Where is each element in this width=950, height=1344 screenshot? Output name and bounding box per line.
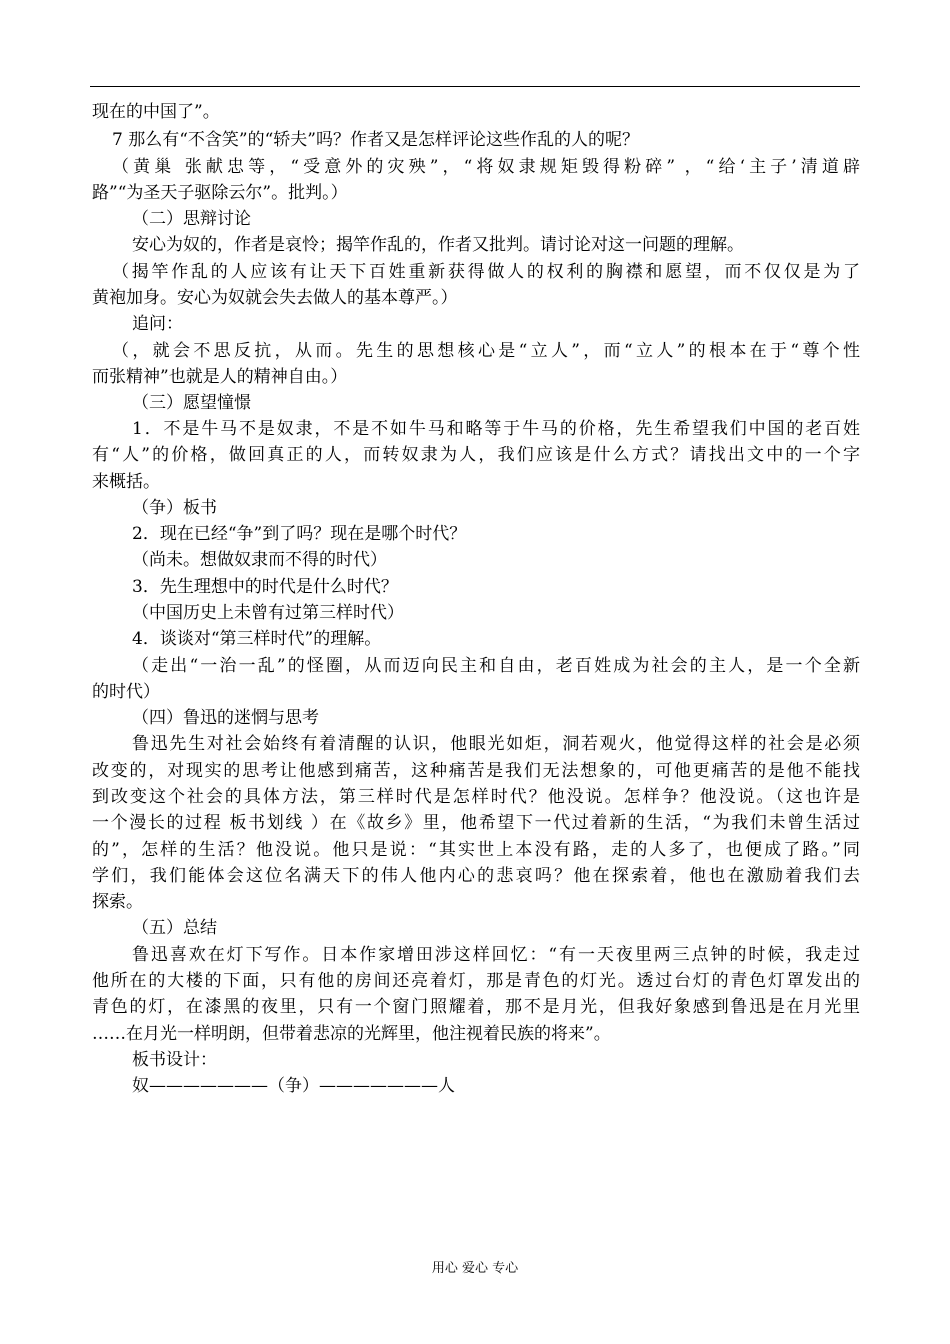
text-line: 学们，我们能体会这位名满天下的伟人他内心的悲哀吗？他在探索着，他也在激励着我们去	[92, 866, 860, 886]
text-line: 安心为奴的，作者是哀怜；揭竿作乱的，作者又批判。请讨论对这一问题的理解。	[132, 235, 744, 255]
board-design-line: 奴———————（争）———————人	[132, 1076, 455, 1096]
text-line: 1．不是牛马不是奴隶，不是不如牛马和略等于牛马的价格，先生希望我们中国的老百姓	[132, 419, 860, 439]
text-line: 到改变这个社会的具体方法，第三样时代是怎样时代？他没说。怎样争？他没说。（这也许是	[92, 787, 860, 807]
text-line: （争）板书	[132, 498, 217, 518]
text-line: 4．谈谈对“第三样时代”的理解。	[132, 629, 382, 649]
text-line: ……在月光一样明朗，但带着悲凉的光辉里，他注视着民族的将来”。	[92, 1024, 611, 1044]
text-line: 的”，怎样的生活？他没说。他只是说：“其实世上本没有路，走的人多了，也便成了路。”同	[92, 840, 860, 860]
text-line: 7 那么有“不含笑”的“轿夫”吗？作者又是怎样评论这些作乱的人的呢？	[112, 130, 639, 150]
page-footer: 用心 爱心 专心	[431, 1261, 519, 1276]
text-line: （中国历史上未曾有过第三样时代）	[132, 603, 404, 623]
header-rule	[90, 86, 860, 87]
text-line: （走出“一治一乱”的怪圈，从而迈向民主和自由，老百姓成为社会的主人，是一个全新	[132, 656, 860, 676]
text-line: 板书设计：	[132, 1050, 217, 1070]
text-line: （，就会不思反抗，从而。先生的思想核心是“立人”，而“立人”的根本在于“尊个性	[112, 341, 860, 361]
text-line: 路”“为圣天子驱除云尔”。批判。）	[92, 183, 348, 203]
text-line: 追问：	[132, 314, 183, 334]
text-line: 改变的，对现实的思考让他感到痛苦，这种痛苦是我们无法想象的，可他更痛苦的是他不能找	[92, 761, 860, 781]
text-line: 鲁迅喜欢在灯下写作。日本作家增田涉这样回忆：“有一天夜里两三点钟的时候，我走过	[132, 945, 860, 965]
text-line: （尚未。想做奴隶而不得的时代）	[132, 550, 387, 570]
text-line: 现在的中国了”。	[92, 102, 220, 122]
text-line: 有“人”的价格，做回真正的人，而转奴隶为人，我们应该是什么方式？请找出文中的一个字	[92, 445, 860, 465]
text-line: 探索。	[92, 892, 143, 912]
text-line: 黄袍加身。安心为奴就会失去做人的基本尊严。）	[92, 288, 458, 308]
text-line: 而张精神”也就是人的精神自由。）	[92, 367, 348, 387]
text-line: 3．先生理想中的时代是什么时代？	[132, 577, 398, 597]
section-heading: （三）愿望憧憬	[132, 393, 251, 413]
section-heading: （五）总结	[132, 918, 217, 938]
text-line: 一个漫长的过程 板书划线 ）在《故乡》里，他希望下一代过着新的生活，“为我们未曾生活过	[92, 813, 860, 833]
text-line: 鲁迅先生对社会始终有着清醒的认识，他眼光如炬，洞若观火，他觉得这样的社会是必须	[132, 734, 860, 754]
text-line: （揭竿作乱的人应该有让天下百姓重新获得做人的权利的胸襟和愿望，而不仅仅是为了	[112, 262, 860, 282]
text-line: 他所在的大楼的下面，只有他的房间还亮着灯，那是青色的灯光。透过台灯的青色灯罩发出的	[92, 971, 860, 991]
text-line: （黄巢 张献忠等，“受意外的灾殃”，“将奴隶规矩毁得粉碎” ，“给‘主子’清道辟	[112, 157, 860, 177]
text-line: 的时代）	[92, 682, 160, 702]
text-line: 青色的灯，在漆黑的夜里，只有一个窗门照耀着，那不是月光，但我好象感到鲁迅是在月光里	[92, 997, 860, 1017]
section-heading: （二）思辩讨论	[132, 209, 251, 229]
text-line: 2．现在已经“争”到了吗？现在是哪个时代？	[132, 524, 467, 544]
text-line: 来概括。	[92, 472, 160, 492]
section-heading: （四）鲁迅的迷惘与思考	[132, 708, 319, 728]
